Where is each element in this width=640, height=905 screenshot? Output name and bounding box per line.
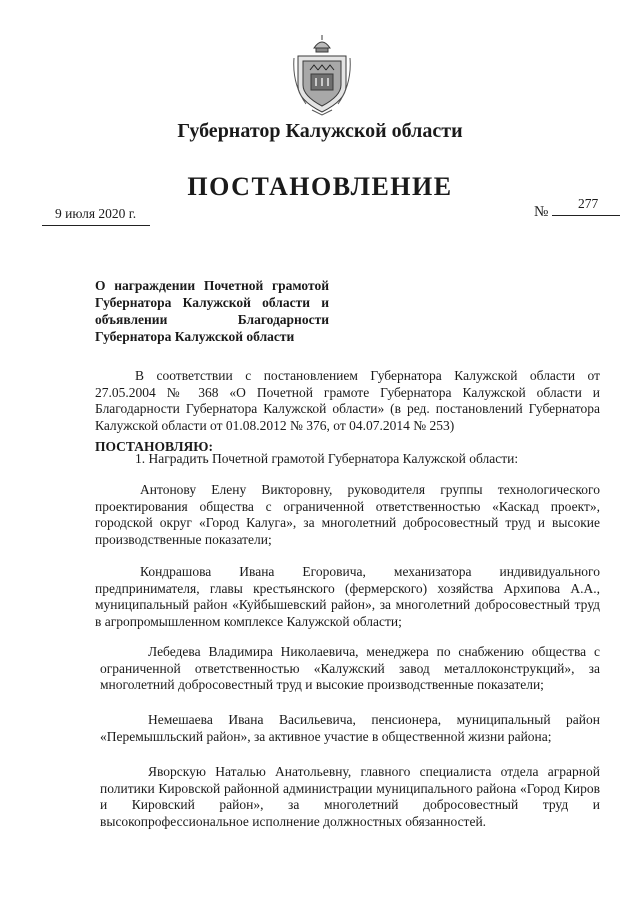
coat-of-arms-icon: [292, 34, 352, 116]
number-label: №: [534, 204, 549, 220]
date-underline: [42, 225, 150, 226]
number-underline: [552, 215, 620, 216]
document-number: 277: [578, 196, 599, 211]
awardee-paragraph: Лебедева Владимира Николаевича, менеджера по снабжению общества с ограниченной ответственностью «Калужский завод металлоконструкций», за многолетний добросовестный труд и высокие производственные показатели;: [100, 644, 600, 692]
awardee-paragraph: Яворскую Наталью Анатольевну, главного специалиста отдела аграрной политики Кировской районной администрации муниципального района «Город Киров и Кировский район», за многолетний добросовестный труд и высокопрофессиональное исполнение должностных обязанностей.: [100, 764, 600, 829]
decree-heading: ПОСТАНОВЛЯЮ:: [95, 439, 213, 454]
awardee-paragraph: Немешаева Ивана Васильевича, пенсионера, муниципальный район «Перемышльский район», за активное участие в общественной жизни района;: [100, 712, 600, 744]
awardee-paragraph: Кондрашова Ивана Егоровича, механизатора индивидуального предпринимателя, главы крестьянского (фермерского) хозяйства Архипова А.А., муниципальный район «Куйбышевский район», за многолетний добросовестный труд в агропромышленном комплексе Калужской области;: [95, 564, 600, 629]
document-type: ПОСТАНОВЛЕНИЕ: [187, 172, 453, 201]
awardee-paragraph: Антонову Елену Викторовну, руководителя группы технологического проектирования общества с ограниченной ответственностью «Каскад проект», городской округ «Город Калуга», за многолетний добросовестный труд и высокие производственные показатели;: [95, 482, 600, 547]
preamble-paragraph: В соответствии с постановлением Губернатора Калужской области от 27.05.2004 № 368 «О Почетной грамоте Губернатора Калужской области и Благодарности Губернатора Калужской области» (в ред. постановлений Губернатора Калужской области от 01.08.2012 № 376, от 04.07.2014 № 253): [95, 368, 600, 433]
issuing-authority: Губернатор Калужской области: [177, 120, 463, 142]
document-subject: О награждении Почетной грамотой Губернатора Калужской области и объявлении Благодарности Губернатора Калужской области: [95, 278, 329, 344]
document-date: 9 июля 2020 г.: [55, 206, 137, 221]
item-1-heading: 1. Наградить Почетной грамотой Губернатора Калужской области:: [135, 451, 519, 466]
